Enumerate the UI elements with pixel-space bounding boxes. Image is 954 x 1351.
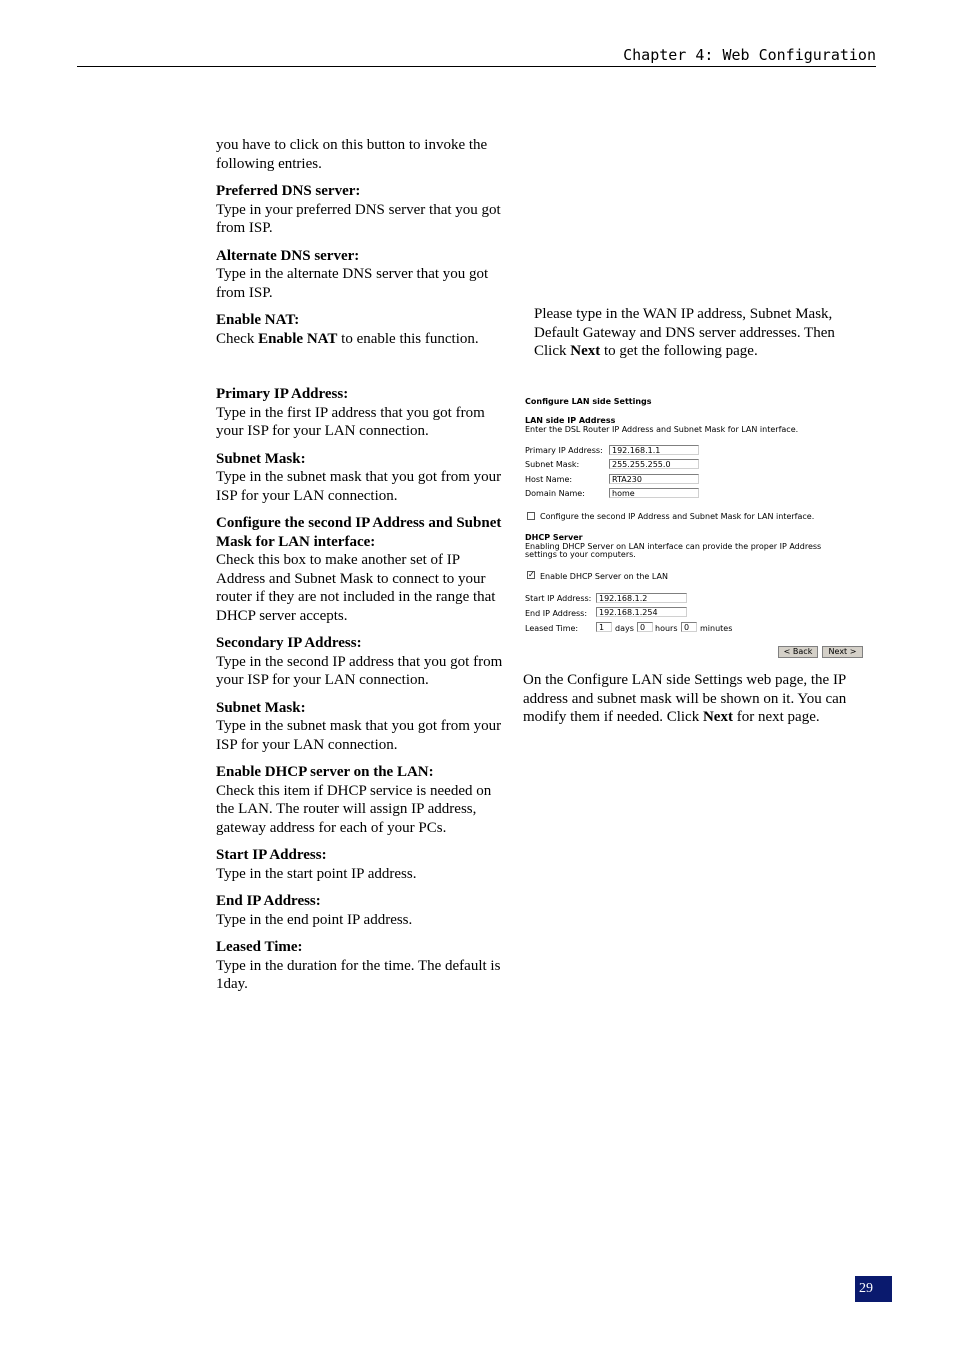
panel-title: Configure LAN side Settings [525, 397, 652, 406]
leased-time-label: Leased Time: [525, 624, 579, 633]
desc-text: Check this item if DHCP service is needed on the LAN. The router will assign IP address, gateway address for each of your PCs. [216, 782, 492, 836]
desc-text: Type in the end point IP address. [216, 911, 413, 928]
desc-text-bold: Enable NAT [258, 330, 338, 347]
desc-title: Subnet Mask: [216, 450, 306, 467]
desc-title: Alternate DNS server: [216, 247, 360, 264]
primary-ip-label: Primary IP Address: [525, 446, 603, 455]
desc-title: Leased Time: [216, 939, 303, 955]
desc-title: Enable DHCP server on the LAN: [216, 764, 434, 780]
subnet-mask-input[interactable]: 255.255.255.0 [609, 459, 699, 469]
end-ip-input[interactable]: 192.168.1.254 [596, 607, 687, 617]
hours-label: hours [655, 624, 678, 633]
minutes-input[interactable]: 0 [681, 622, 697, 632]
desc-subnet-mask [216, 450, 506, 506]
second-ip-checkbox[interactable] [527, 512, 535, 520]
after-paragraph [523, 671, 863, 727]
desc-title: Enable NAT: [216, 312, 300, 328]
end-ip-label: End IP Address: [525, 609, 588, 618]
desc-text-pre: Check [216, 330, 259, 347]
desc-second-ip [216, 514, 506, 625]
intro-paragraph [534, 305, 864, 361]
desc-title: Start IP Address: [216, 847, 327, 863]
desc-text: Type in your preferred DNS server that you got from ISP. [216, 201, 501, 236]
desc-preferred-dns [216, 182, 506, 238]
desc-alternate-dns [216, 247, 506, 303]
dhcp-heading: DHCP Server [525, 533, 583, 542]
desc-secondary-ip [216, 634, 506, 690]
desc-text: Type in the start point IP address. [216, 865, 417, 882]
desc-title: Secondary IP Address: [216, 635, 362, 651]
domain-name-input[interactable]: home [609, 488, 699, 498]
days-label: days [615, 624, 634, 633]
desc-text: Type in the subnet mask that you got from your ISP for your LAN connection. [216, 718, 502, 753]
enable-dhcp-checkbox[interactable]: ✓ [528, 570, 535, 579]
after-pre: On the Configure LAN side Settings web page, the IP address and subnet mask will be shown on it. You can modify them if needed. Click [523, 672, 847, 725]
after-bold: Next [702, 709, 733, 725]
dhcp-description-1: Enabling DHCP Server on LAN interface can provide the proper IP Address [525, 542, 822, 551]
desc-text: Type in the alternate DNS server that you got from ISP. [216, 266, 489, 301]
subnet-mask-label: Subnet Mask: [525, 460, 580, 469]
domain-name-label: Domain Name: [525, 489, 585, 498]
desc-title: Primary IP Address: [216, 386, 349, 402]
start-ip-label: Start IP Address: [525, 594, 592, 603]
back-button[interactable]: < Back [778, 646, 818, 658]
desc-title: Subnet Mask: [216, 699, 306, 716]
lan-heading: LAN side IP Address [525, 416, 616, 425]
minutes-label: minutes [700, 624, 733, 633]
desc-text: Type in the second IP address that you got from your ISP for your LAN connection. [216, 653, 503, 688]
chapter-header: Chapter 4: Web Configuration [77, 44, 876, 67]
intro-pre: Please type in the WAN IP address, Subnet Mask, Default Gateway and DNS server addresses. Then Click [534, 306, 835, 359]
desc-leased-time [216, 938, 506, 994]
lan-description: Enter the DSL Router IP Address and Subnet Mask for LAN interface. [525, 425, 799, 434]
desc-enable-dhcp [216, 763, 506, 837]
desc-text: Type in the duration for the time. The default is 1day. [216, 957, 501, 992]
desc-text: Check this box to make another set of IP Address and Subnet Mask to connect to your router if they are not included in the range that DHCP server accepts. [216, 552, 496, 624]
desc-enable-nat [216, 311, 506, 348]
desc-text: Type in the subnet mask that you got from your ISP for your LAN connection. [216, 469, 502, 504]
left-column [216, 136, 506, 1003]
host-name-input[interactable]: RTA230 [609, 474, 699, 484]
desc-title: Preferred DNS server: [216, 183, 361, 199]
primary-ip-input[interactable]: 192.168.1.1 [609, 445, 699, 455]
desc-text [216, 330, 506, 349]
enable-dhcp-label: Enable DHCP Server on the LAN [540, 572, 668, 581]
dhcp-description-2: settings to your computers. [525, 550, 636, 559]
host-name-label: Host Name: [525, 475, 573, 484]
second-ip-label: Configure the second IP Address and Subnet Mask for LAN interface. [540, 512, 815, 521]
desc-primary-ip [216, 385, 506, 441]
start-ip-input[interactable]: 192.168.1.2 [596, 593, 687, 603]
lan-settings-screenshot [524, 395, 864, 665]
desc-end-ip [216, 892, 506, 929]
desc-title: Configure the second IP Address and Subnet Mask for LAN interface: [216, 515, 502, 550]
desc-text-post: to enable this function. [337, 330, 479, 347]
desc-subnet-mask-2 [216, 699, 506, 755]
hours-input[interactable]: 0 [637, 622, 653, 632]
next-button[interactable]: Next > [822, 646, 863, 658]
desc-title: End IP Address: [216, 893, 321, 909]
days-input[interactable]: 1 [596, 622, 612, 632]
desc-text: Type in the first IP address that you got from your ISP for your LAN connection. [216, 404, 485, 439]
desc-start-ip [216, 846, 506, 883]
after-post: for next page. [732, 709, 820, 725]
intro-post: to get the following page. [600, 343, 758, 359]
continuation-text: you have to click on this button to invoke the following entries. [216, 137, 488, 172]
page-number: 29 [855, 1276, 892, 1302]
intro-bold: Next [570, 343, 601, 359]
